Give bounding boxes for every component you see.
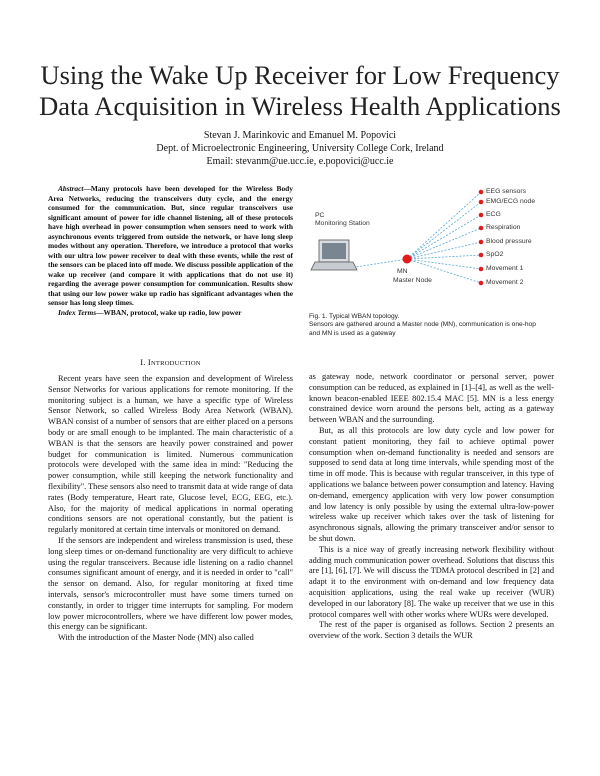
sensor-label: SpO2: [486, 251, 504, 258]
right-paragraph-4: The rest of the paper is organised as follows. Section 2 presents an overview of the work. Section 3 details the WUR: [309, 620, 554, 641]
affiliation: Dept. of Microelectronic Engineering, University College Cork, Ireland: [156, 143, 444, 154]
link-5: [407, 242, 481, 259]
link-2: [407, 202, 481, 259]
sensor-node-icon: [479, 240, 484, 245]
index-terms-text: —WBAN, protocol, wake up radio, low power: [96, 307, 242, 317]
sensor-node-icon: [479, 281, 484, 286]
sensor-node-icon: [479, 213, 484, 218]
laptop-icon: [311, 240, 357, 270]
sensor-nodes: [479, 190, 484, 286]
abstract: [48, 184, 293, 317]
left-paragraph-3: With the introduction of the Master Node (MN) also called: [58, 633, 254, 643]
left-column-body: [48, 374, 293, 644]
index-terms: [48, 308, 293, 318]
sensor-node-icon: [479, 200, 484, 205]
caption-title: Fig. 1. Typical WBAN topology.: [309, 313, 400, 320]
sensor-label: EMG/ECG node: [486, 198, 536, 205]
right-paragraph-2: But, as all this protocols are low duty cycle and low power for constant patient monitoring, they fail to achieve optimal power consumption when on-demand functionality is needed and sensors are supposed to send data at long time intervals, while spending most of the time in off mode. This is because with regular transceiver, in this type of applications we balance between power consumption and latency. Having on-demand, emergency application with very low power consumption and low latency is only possible by using the external ultra-low-power wireless wake up receiver which takes over the task of listening for asynchronous signals, allowing the primary transceiver and/or sensor to be shut down.: [309, 425, 554, 543]
title-line-2: Data Acquisition in Wireless Health Applications: [39, 91, 561, 121]
right-paragraph-3: This is a nice way of greatly increasing network flexibility without adding much communication power overhead. Solutions that discuss this are [1], [6], [7]. We will discuss the TDMA protocol described in [2] and adapt it to the environment with on-demand and low frequency data acquisition applications, using the real wake up receiver (WUR) developed in our laboratory [8]. The wake up receiver that we use in this protocol compares well with other works where WURs were developed.: [309, 544, 554, 619]
abstract-label: Abstract: [58, 184, 84, 193]
master-node-icon: [403, 255, 412, 264]
section-heading-rest: NTRODUCTION: [150, 360, 201, 367]
sensor-label: Movement 1: [486, 265, 524, 272]
link-7: [407, 259, 481, 269]
mn-label: MN: [397, 268, 408, 275]
link-1: [407, 192, 481, 259]
master-node-label: Master Node: [393, 277, 432, 284]
title-line-1: Using the Wake Up Receiver for Low Frequency: [40, 60, 560, 90]
link-3: [407, 215, 481, 259]
sensor-node-icon: [479, 253, 484, 258]
sensor-label: Movement 2: [486, 279, 524, 286]
right-column-body: [309, 372, 554, 642]
sensor-label: Respiration: [486, 224, 521, 231]
caption-line-1: Sensors are gathered around a Master node (MN), communication is one-hop: [309, 321, 536, 329]
email: Email: stevanm@ue.ucc.ie, e.popovici@ucc.ie: [206, 156, 394, 167]
paper-title: [30, 60, 570, 122]
link-4: [407, 228, 481, 259]
section-heading-num: I. I: [140, 357, 151, 367]
caption-line-2: and MN is used as a gateway: [309, 329, 396, 337]
figure-caption: [309, 313, 559, 338]
sensor-node-icon: [479, 226, 484, 231]
station-label-monitoring: Monitoring Station: [315, 220, 370, 227]
sensor-node-icon: [479, 190, 484, 195]
right-paragraph-1: as gateway node, network coordinator or personal server, power consumption can be reduced, as explained in [1]–[4], as well as the well-known beacon-enabled IEEE 802.15.4 MAC [5]. MN is a less energy constrained device worn around the persons belt, acting as a gateway between WBAN and the surrounding.: [309, 372, 554, 425]
abstract-text: —Many protocols have been developed for the Wireless Body Area Networks, reducing the transceivers duty cycle, and the energy consumed for the communication. But, since regular transceivers use significant amount of power for idle channel listening, all of these protocols have high overhead in power consumption when sensors need to work with asynchronous events triggered from outside the network, or have long sleep modes without any operation. Therefore, we introduce a protocol that works with our ultra low power receiver to deal with these events, while the rest of the sensors can be placed into off mode. We discuss possible application of the wake up receiver (and compare it with applications that do not use it) regarding the average power consumption for communication. Results show that using our low power wake up radio has significant advantages when the sensor has long sleep times.: [48, 184, 293, 307]
left-paragraph-1: Recent years have seen the expansion and development of Wireless Sensor Networks for various applications for remote monitoring. If the monitoring subject is a human, we have a specific type of Wireless Sensor Network, so called Wireless Body Area Network (WBAN). WBAN consist of a number of sensors that are either placed on a persons body or are small enough to be implanted. The main characteristic of a WBAN is that the sensors are heavily power constrained and power budget for communication is limited. Numerous communication protocols were developed with the same idea in mind: "Reducing the power consumption, while still keeping the network functionality and flexibility". These sensors also need to transmit data at wide range of data rates (Body temperature, Heart rate, Glucose level, ECG, EEG, etc.). Also, for the majority of medical applications in normal operating conditions sensors are not operational constantly, but the patient is regularly monitored at certain time intervals or monitored on demand.: [48, 374, 293, 535]
link-6: [407, 255, 481, 259]
station-label-pc: PC: [315, 212, 325, 219]
index-terms-label: Index Terms: [58, 307, 97, 317]
sensor-label: ECG: [486, 211, 501, 218]
author-names: Stevan J. Marinkovic and Emanuel M. Popovici: [203, 130, 397, 141]
author-block: [0, 129, 600, 168]
abstract-paragraph: [48, 184, 293, 308]
link-station: [349, 259, 407, 268]
sensor-node-icon: [479, 267, 484, 272]
section-heading-introduction: [48, 357, 293, 367]
left-paragraph-2: If the sensors are independent and wireless transmission is used, these long sleep times or on-demand functionality are very difficult to achieve using the regular transceivers. Because idle listening on a radio channel consumes significant amount of energy, and it is needed in order to "call" the sensor on demand. Also, for regular monitoring at fixed time intervals, sensor's microcontroller must have some timers turned on constantly, in order to trigger time interrupts for sampling. For modern low power microcontrollers, where we have different low power modes, this energy can be significant.: [48, 535, 293, 632]
sensor-label: EEG sensors: [486, 188, 527, 195]
sensor-label: Blood pressure: [486, 238, 532, 245]
wireless-links: [349, 192, 481, 283]
